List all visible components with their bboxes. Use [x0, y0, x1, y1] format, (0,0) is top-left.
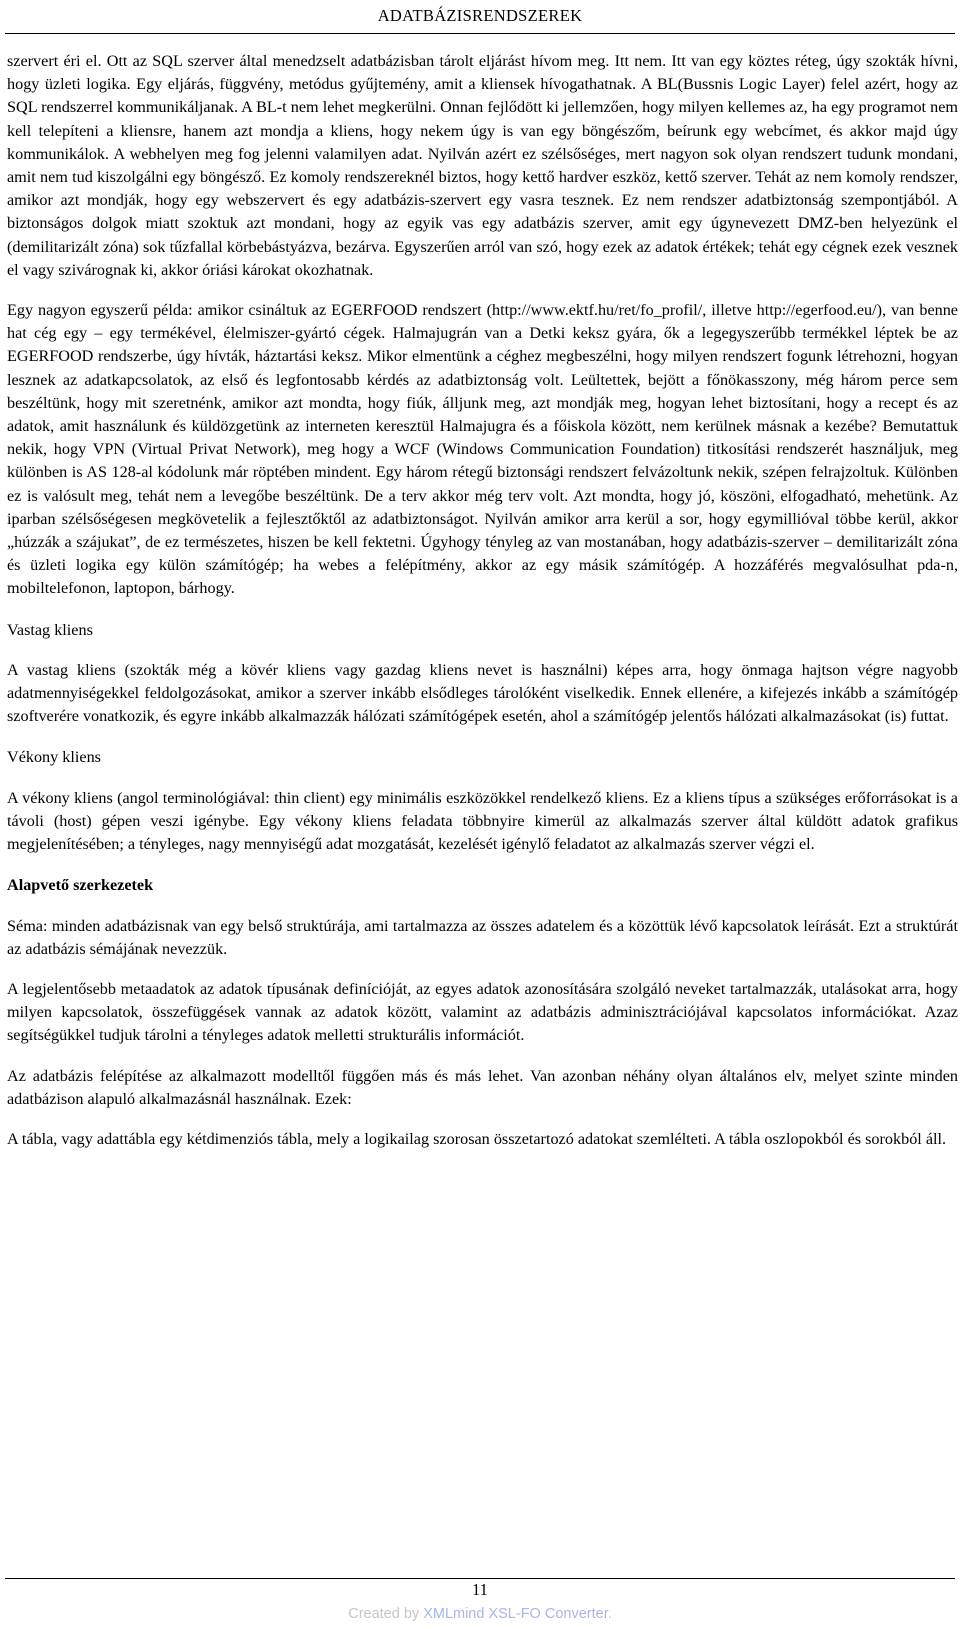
footer-divider: [5, 1578, 955, 1579]
paragraph-bl-layer: szervert éri el. Ott az SQL szerver által menedzselt adatbázisban tárolt eljárást hívom meg. Itt nem. Itt van egy köztes réteg, úgy szokták hívni, hogy üzleti logika. Egy eljárás, függvény, metódus gyűjtemény, amit a kliensek hívogathatnak. A BL(Bussnis Logic Layer) felel azért, hogy az SQL rendszerrel kommunikáljanak. A BL-t nem lehet megkerülni. Onnan fejlődött ki jellemzően, hogy milyen kellemes az, ha egy programot nem kell telepíteni a kliensre, hanem azt mondja a kliens, hogy nekem úgy is van egy böngészőm, beírunk egy webcímet, és akkor majd úgy kommunikálok. A webhelyen meg fog jelenni valamilyen adat. Nyilván azért ez szélsőséges, mert nagyon sok olyan rendszert tudunk mondani, amit nem tud kiszolgálni egy böngésző. Ez komoly rendszereknél biztos, hogy kettő hardver eszköz, kettő szerver. Tehát az nem komoly rendszer, amikor azt mondják, hogy egy webszervert és egy adatbázis-szervert egy vasra tesznek. Ez nem rendszer adatbiztonság szempontjából. A biztonságos dolgok miatt szoktuk azt mondani, hogy az egyik vas egy adatbázis szerver, amit egy úgynevezett DMZ-ben helyezünk el (demilitarizált zóna) sok tűzfallal körbebástyázva, bezárva. Egyszerűen arról van szó, hogy ezek az adatok értékek; tehát egy cégnek ezek vesznek el vagy szivárognak ki, akkor óriási károkat okozhatnak.: [7, 52, 958, 279]
page-number: 11: [472, 1580, 488, 1599]
header-divider: [5, 33, 955, 34]
paragraph-thin-client: A vékony kliens (angol terminológiával: thin client) egy minimális eszközökkel rendelkező kliens. Ez a kliens típus a szükséges erőforrásokat is a távoli (host) gépen veszi igénybe. Egy vékony kliens feladata többnyire kimerül az alkalmazás szerver által küldött adatok grafikus megjelenítésében; a tényleges, nagy mennyiségű adat mozgatását, kezelését igénylő feladatot az alkalmazás szerver végzi el.: [7, 788, 958, 854]
paragraph-thick-client: A vastag kliens (szokták még a kövér kliens vagy gazdag kliens nevet is használni) képes arra, hogy önmaga hajtson végre nagyobb adatmennyiségekkel feldolgozásokat, amikor a szerver inkább elsődleges tárolóként viselkedik. Ennek ellenére, a kifejezés inkább a számítógép szoftverére vonatkozik, és egyre inkább alkalmazzák hálózati számítógépek esetén, ahol a számítógép jelentős hálózati alkalmazásokat (is) futtat.: [7, 660, 958, 726]
heading-basic-structures: Alapvető szerkezetek: [7, 876, 154, 895]
paragraph-structure-principles: Az adatbázis felépítése az alkalmazott modelltől függően más és más lehet. Van azonban néhány olyan általános elv, melyet szinte minden adatbázison alapuló alkalmazásnál használnak. Ezek:: [7, 1066, 958, 1108]
heading-thin-client: Vékony kliens: [7, 748, 101, 767]
heading-thick-client: Vastag kliens: [7, 620, 93, 639]
credit-brand-link[interactable]: XMLmind XSL-FO Converter: [423, 1606, 608, 1622]
page-body: [7, 50, 958, 1151]
paragraph-egerfood-example: Egy nagyon egyszerű példa: amikor csináltuk az EGERFOOD rendszert (http://www.ektf.hu/ret/fo_profil/, illetve http://egerfood.eu/), van benne hat cég egy – egy termékével, élelmiszer-gyártó cégek. Halmajugrán van a Detki keksz gyára, ők a legegyszerűbb termékkel léptek be az EGERFOOD rendszerbe, úgy hívták, háztartási keksz. Mikor elmentünk a céghez megbeszélni, hogy milyen rendszert fogunk létrehozni, hogyan lesznek az adatkapcsolatok, az első és legfontosabb kérdés az adatbiztonság volt. Leültettek, bejött a főnökasszony, még három perce sem beszéltünk, hogy mit szeretnénk, amikor azt mondta, hogy fiúk, álljunk meg, azt mondják meg, hogyan lehet biztosítani, hogy a recept és az adatok, amit használunk és küldözgetünk az interneten keresztül Halmajugra és a főiskola között, nem kerülnek másnak a kezébe? Bemutattuk nekik, hogy VPN (Virtual Privat Network), meg hogy a WCF (Windows Communication Foundation) titkosítási rendszerét használjuk, meg különben is AS 128-al kódolunk már röptében mindent. Egy három rétegű biztonsági rendszert felvázoltunk nekik, szépen felrajzoltuk. Különben ez is valósult meg, tehát nem a levegőbe beszéltünk. De a terv akkor még terv volt. Azt mondta, hogy jó, köszöni, elfogadható, mehetünk. Az iparban szélsőségesen megkövetelik a fejlesztőktől az adatbiztonságot. Nyilván amikor arra kerül a sor, hogy egymillióval többe kerül, akkor „húzzák a szájukat”, de ez természetes, hiszen be kell fektetni. Úgyhogy tényleg az van mostanában, hogy adatbázis-szerver – demilitarizált zóna és üzleti logika egy külön számítógép; ha webes a felépítmény, akkor az egy másik számítógép. A hozzáférés megvalósulhat pda-n, mobiltelefonon, laptopon, bárhogy.: [7, 301, 958, 598]
paragraph-metadata: A legjelentősebb metaadatok az adatok típusának definícióját, az egyes adatok azonosítására szolgáló neveket tartalmazzák, utalásokat arra, hogy milyen kapcsolatok, összefüggések vannak az adatok között, valamint az adatbázis adminisztrációjával kapcsolatos információkat. Azaz segítségükkel tudjuk tárolni a tényleges adatok melletti strukturális információt.: [7, 979, 958, 1045]
credit-suffix: .: [607, 1606, 612, 1622]
paragraph-schema: Séma: minden adatbázisnak van egy belső struktúrája, ami tartalmazza az összes adatelem és a közöttük lévő kapcsolatok leírását. Ezt a struktúrát az adatbázis sémájának nevezzük.: [7, 916, 958, 958]
generator-credit: [0, 1606, 960, 1622]
paragraph-table-definition: A tábla, vagy adattábla egy kétdimenziós tábla, mely a logikailag szorosan összetartozó adatokat szemlélteti. A tábla oszlopokból és sorokból áll.: [7, 1129, 947, 1148]
credit-prefix: Created by: [348, 1606, 424, 1622]
running-header: ADATBÁZISRENDSZEREK: [377, 6, 583, 25]
